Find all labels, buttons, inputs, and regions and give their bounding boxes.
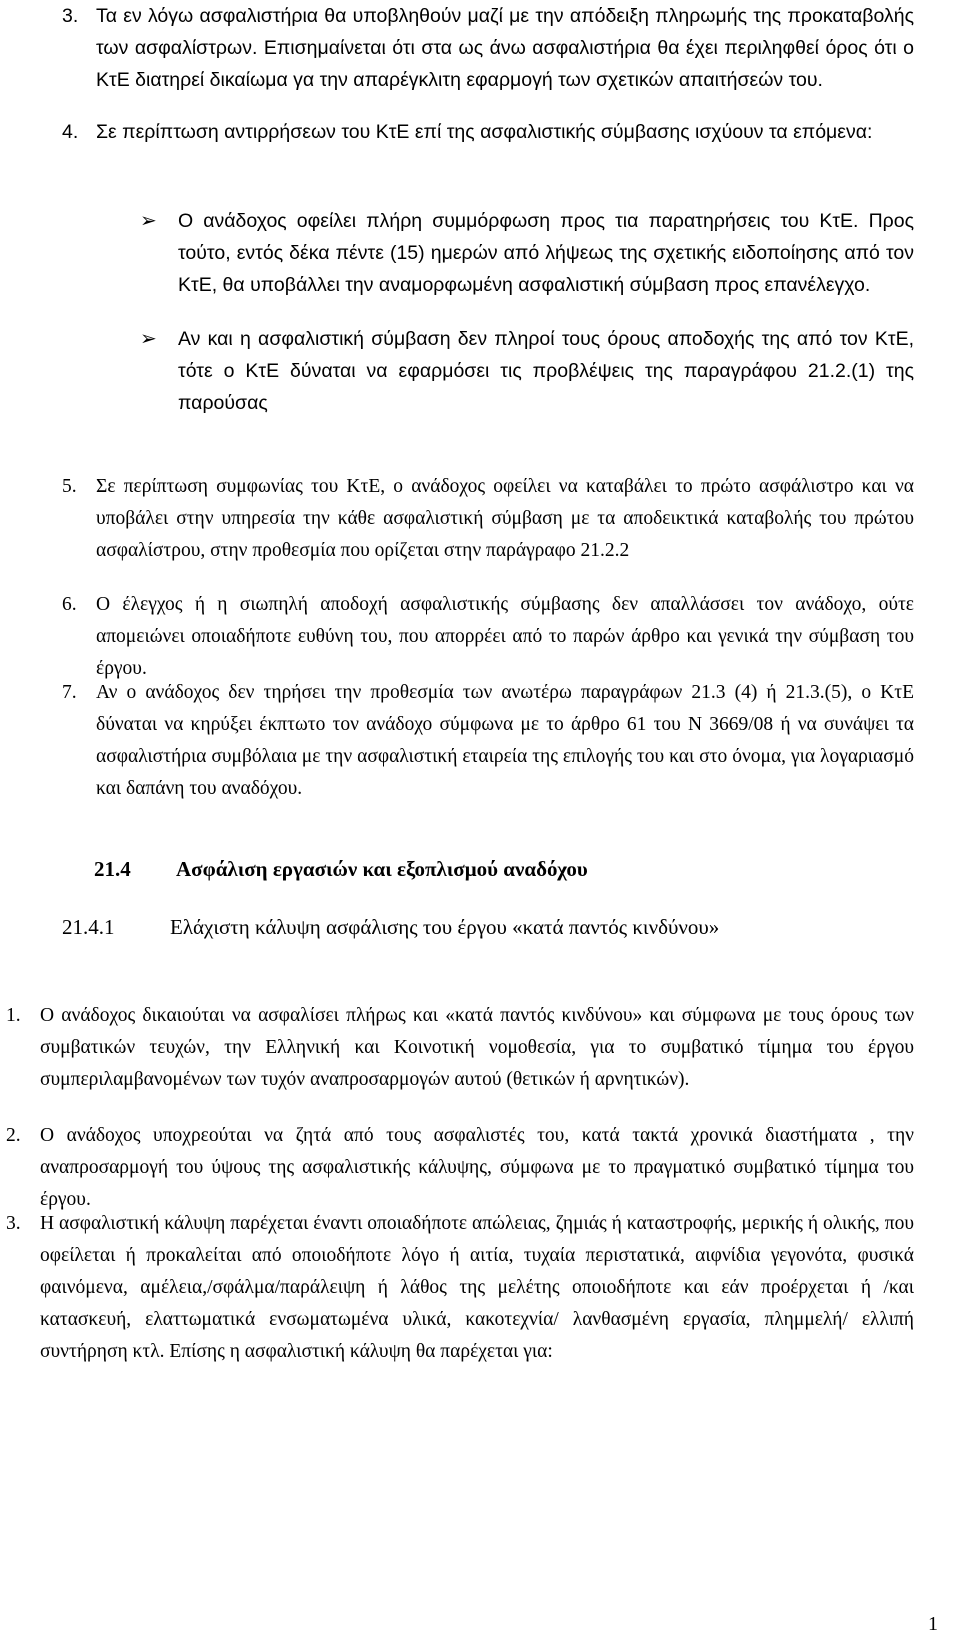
list-item-text: Ο ανάδοχος δικαιούται να ασφαλίσει πλήρως και «κατά παντός κινδύνου» και σύμφωνα με τους όρους των συμβατικών τευχών, την Ελληνική και Κοινοτική νομοθεσία, για το συμβατικό τίμημα του έργου συμπεριλαμβανομένων των τυχόν αναπροσαρμογών αυτού (θετικών ή αρνητικών). (40, 1005, 914, 1090)
list-item-text: Τα εν λόγω ασφαλιστήρια θα υποβληθούν μαζί με την απόδειξη πληρωμής της προκαταβολής των ασφαλίστρων. Επισημαίνεται ότι στα ως άνω ασφαλιστήρια θα έχει περιληφθεί όρος ότι ο ΚτΕ διατηρεί δικαίωμα γα την απαρέγκλιτη εφαρμογή των σχετικών απαιτήσεών του. (96, 5, 914, 91)
list-number: 2. (6, 1125, 21, 1146)
list-item-text: Ο ανάδοχος υποχρεούται να ζητά από τους ασφαλιστές του, κατά τακτά χρονικά διαστήματα , την αναπροσαρμογή του ύψους της ασφαλιστικής κάλυψης, σύμφωνα με το πραγματικό συμβατικό τίμημα του έργου. (40, 1125, 914, 1210)
subsection-title: Ελάχιστη κάλυψη ασφάλισης του έργου «κατά παντός κινδύνου» (170, 915, 720, 939)
list-number: 7. (62, 682, 77, 703)
list-number: 3. (6, 1213, 21, 1234)
arrow-bullet-icon: ➢ (140, 328, 157, 350)
subsection-number: 21.4.1 (62, 915, 115, 939)
arrow-bullet-icon: ➢ (140, 210, 157, 232)
section-title: Ασφάλιση εργασιών και εξοπλισμού αναδόχου (176, 857, 588, 881)
list-item-text: Αν ο ανάδοχος δεν τηρήσει την προθεσμία των ανωτέρω παραγράφων 21.3 (4) ή 21.3.(5), ο ΚτΕ δύναται να κηρύξει έκπτωτο τον ανάδοχο σύμφωνα με το άρθρο 61 του Ν 3669/08 ή να συνάψει τα ασφαλιστήρια συμβόλαια με την ασφαλιστική εταιρεία της επιλογής του και στο όνομα, για λογαριασμό και δαπάνη του αναδόχου. (96, 682, 914, 799)
list-item-text: Η ασφαλιστική κάλυψη παρέχεται έναντι οποιαδήποτε απώλειας, ζημιάς ή καταστροφής, μερικής ή ολικής, που οφείλεται ή προκαλείται από οποιοδήποτε λόγο ή αιτία, τυχαία περιστατικά, αιφνίδια γεγονότα, φυσικά φαινόμενα, αμέλεια,/σφάλμα/παράλειψη ή λάθος της μελέτης οποιοδήποτε και εάν προέρχεται ή /και κατασκευή, ελαττωματικά ενσωματωμένα υλικά, κακοτεχνία/ λανθασμένη εργασία, πλημμελή/ ελλιπή συντήρηση κτλ. Επίσης η ασφαλιστική κάλυψη θα παρέχεται για: (40, 1213, 914, 1362)
list-number: 3. (62, 5, 79, 27)
list-item-text: Σε περίπτωση συμφωνίας του ΚτΕ, ο ανάδοχος οφείλει να καταβάλει το πρώτο ασφάλιστρο και να υποβάλει στην υπηρεσία την κάθε ασφαλιστική σύμβαση με τα αποδεικτικά καταβολής του πρώτου ασφαλίστρου, στην προθεσμία που ορίζεται στην παράγραφο 21.2.2 (96, 476, 914, 561)
section-number: 21.4 (94, 857, 131, 881)
bullet-item-text: Αν και η ασφαλιστική σύμβαση δεν πληροί τους όρους αποδοχής της από τον ΚτΕ, τότε ο ΚτΕ δύναται να εφαρμόσει τις προβλέψεις της παραγράφου 21.2.(1) της παρούσας (178, 328, 914, 414)
list-item-text: Ο έλεγχος ή η σιωπηλή αποδοχή ασφαλιστικής σύμβασης δεν απαλλάσσει τον ανάδοχο, ούτε απομειώνει οποιαδήποτε ευθύνη του, που απορρέει από το παρών άρθρο και γενικά την σύμβαση του έργου. (96, 594, 914, 679)
bullet-item-text: Ο ανάδοχος οφείλει πλήρη συμμόρφωση προς τια παρατηρήσεις του ΚτΕ. Προς τούτο, εντός δέκα πέντε (15) ημερών από λήψεως της σχετικής ειδοποίησης από τον ΚτΕ, θα υποβάλλει την αναμορφωμένη ασφαλιστική σύμβαση προς επανέλεγχο. (178, 210, 914, 296)
list-number: 4. (62, 121, 79, 143)
list-item-text: Σε περίπτωση αντιρρήσεων του ΚτΕ επί της ασφαλιστικής σύμβασης ισχύουν τα επόμενα: (96, 121, 873, 143)
page-number: 1 (928, 1613, 938, 1635)
list-number: 6. (62, 594, 77, 615)
list-number: 5. (62, 476, 77, 497)
list-number: 1. (6, 1005, 21, 1026)
